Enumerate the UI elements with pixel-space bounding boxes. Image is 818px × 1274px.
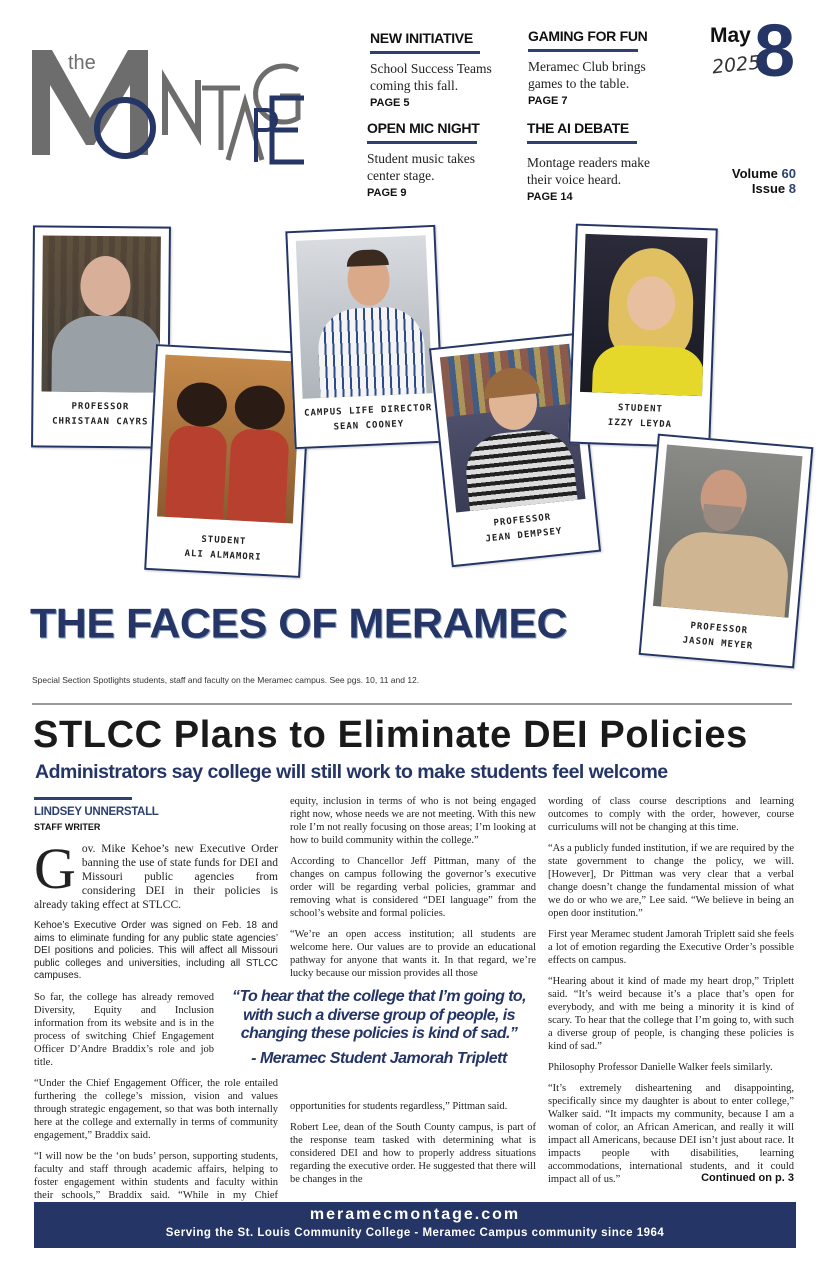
- date-month: May: [710, 24, 751, 47]
- teaser-title: GAMING FOR FUN: [528, 28, 648, 44]
- footer-banner: [34, 1202, 796, 1248]
- article-paragraph: “We’re an open access institution; all students are welcome here. Our values are to provide an educational pathway for anyone that wants it. In that regard, we’re lucky because our mission provides all those: [290, 929, 536, 979]
- masthead-the: the: [68, 52, 96, 74]
- article-paragraph: Robert Lee, dean of the South County campus, is part of the response team tasked with determining what is considered DEI and how to properly address situations regarding the executive order. He suggested that there will be changes in the: [290, 1122, 536, 1185]
- caption-name: JASON MEYER: [682, 635, 754, 652]
- caption-title: PROFESSOR: [71, 401, 130, 413]
- caption-name: JEAN DEMPSEY: [485, 526, 563, 545]
- portrait-photo: [296, 235, 433, 399]
- caption-name: IZZY LEYDA: [607, 417, 673, 431]
- photo-card-ali-almamori[interactable]: [144, 344, 312, 578]
- caption-title: STUDENT: [617, 403, 664, 415]
- teaser-rule: [528, 49, 638, 52]
- pull-quote-attribution: - Meramec Student Jamorah Triplett: [251, 1049, 507, 1067]
- volume-label: Volume: [731, 166, 778, 181]
- article-column-2-continued: [290, 1100, 536, 1194]
- article-headline[interactable]: STLCC Plans to Eliminate DEI Policies: [33, 714, 748, 756]
- teaser-page: PAGE 5: [370, 97, 410, 109]
- article-column-2: [290, 795, 536, 988]
- caption-title: STUDENT: [201, 534, 247, 548]
- teaser-body: Student music takes center stage.: [367, 151, 475, 183]
- byline-role: STAFF WRITER: [34, 822, 101, 832]
- footer-tagline: Serving the St. Louis Community College - Meramec Campus community since 1964: [165, 1227, 665, 1239]
- portrait-photo: [580, 234, 707, 396]
- teaser-body: School Success Teams coming this fall.: [370, 61, 492, 93]
- teaser-page: PAGE 14: [527, 191, 573, 203]
- article-paragraph: “Under the Chief Engagement Officer, the role entailed furthering the college’s mission, vision and values through strategic engagement, so that was both internally here at the college and externally in terms of community engagement,” Braddix said.: [34, 1077, 278, 1141]
- photo-caption: [303, 393, 435, 437]
- teaser-new-initiative[interactable]: [370, 30, 510, 109]
- article-paragraph: equity, inclusion in terms of who is not being engaged right now, whose needs we are not meeting. With this new role I’m not really focusing on those areas; I’m looking at how to build community within the college.”: [290, 796, 536, 846]
- volume-number: 60: [781, 166, 796, 181]
- issue-label: Issue: [751, 181, 786, 196]
- photo-card-jason-meyer[interactable]: [639, 434, 814, 669]
- volume-issue: [700, 166, 796, 196]
- portrait-photo: [157, 355, 301, 524]
- teaser-title: THE AI DEBATE: [527, 120, 629, 136]
- section-divider: [32, 703, 792, 705]
- article-paragraph: “It’s extremely disheartening and disappointing, specifically since my daughter is about to enter college,” Walker said. “It impacts my community, because I am a woman of color, an African American, and really it will impact all Americans, because DEI isn’t just about race. It impacts people with disabilities, learning accommodations, international students, and it could impact all of us.”: [548, 1083, 794, 1185]
- photo-caption: [579, 392, 702, 434]
- portrait-photo: [440, 344, 586, 513]
- byline-rule: [34, 797, 132, 800]
- faces-section-title: THE FACES OF MERAMEC: [30, 600, 568, 648]
- pull-quote-text: “To hear that the college that I’m going to, with such a diverse group of people, is changing these policies is kind of sad.”: [232, 988, 526, 1042]
- byline-name: LINDSEY UNNERSTALL: [34, 806, 159, 818]
- drop-cap: G: [34, 836, 76, 901]
- masthead-logo: [30, 30, 320, 180]
- caption-title: PROFESSOR: [493, 512, 552, 529]
- photo-card-izzy-leyda[interactable]: [568, 224, 718, 449]
- teaser-rule: [367, 141, 477, 144]
- issue-number: 8: [788, 181, 796, 196]
- portrait-photo: [653, 444, 803, 617]
- article-paragraph: Kehoe’s Executive Order was signed on Feb. 18 and aims to eliminate funding for any public state agencies’ DEI positions and policies. This will affect all Missouri public colleges and universities, including all STLCC campuses.: [34, 920, 278, 981]
- article-paragraph: According to Chancellor Jeff Pittman, many of the changes on campus following the governor’s executive order will be regarding verbal policies, grammar and removing what is considered “DEI language” from the school’s website and formal policies.: [290, 856, 536, 919]
- article-paragraph: Philosophy Professor Danielle Walker feels similarly.: [548, 1062, 773, 1073]
- caption-name: CHRISTAAN CAYRS: [52, 416, 149, 428]
- teaser-the-ai-debate[interactable]: [527, 120, 672, 203]
- continued-link[interactable]: Continued on p. 3: [701, 1172, 794, 1184]
- issue-date: [708, 9, 808, 100]
- teaser-page: PAGE 9: [367, 187, 407, 199]
- article-paragraph: “As a publicly funded institution, if we are required by the state government to change the policy, we will. [However], Dr Pittman was very clear that a verbal change doesn’t change the fundamental mission of what we do or who we are,” Lee said. “We believe in being an open door institution.”: [548, 843, 794, 919]
- article-paragraph: wording of class course descriptions and learning outcomes to comply with the order, however, course curriculums will not be changing at this time.: [548, 796, 794, 833]
- teaser-rule: [527, 141, 637, 144]
- teaser-gaming-for-fun[interactable]: [528, 28, 668, 107]
- caption-name: ALI ALMAMORI: [184, 548, 262, 563]
- pull-quote: [218, 988, 540, 1068]
- article-paragraph: “Hearing about it kind of made my heart drop,” Triplett said. “It’s weird because it’s a place that’s open for everybody, and with me being a minority it is kind of scary. To hear that the college that I’m going to, with such a diverse group of people, is changing these policies is kind of sad.”: [548, 976, 794, 1052]
- article-column-3: [548, 795, 794, 1194]
- portrait-photo: [42, 235, 161, 392]
- date-day: 8: [754, 9, 796, 92]
- teaser-page: PAGE 7: [528, 95, 568, 107]
- article-subhead: Administrators say college will still work to make students feel welcome: [35, 761, 668, 783]
- photo-card-christaan-cayrs[interactable]: [31, 225, 171, 448]
- photo-caption: [41, 391, 159, 430]
- article-paragraph: First year Meramec student Jamorah Triplett said she feels a lot of emotion regarding the Executive Order’s possible effects on campus.: [548, 929, 794, 966]
- teaser-body: Meramec Club brings games to the table.: [528, 59, 646, 91]
- teaser-open-mic-night[interactable]: [367, 120, 507, 199]
- article-paragraph: So far, the college has already removed Diversity, Equity and Inclusion information from its website and is in the process of switching Chief Engagement Officer D’Andre Braddix’s role and job title.: [34, 991, 214, 1068]
- caption-name: SEAN COONEY: [333, 419, 405, 433]
- caption-title: PROFESSOR: [689, 621, 749, 637]
- article-paragraph: opportunities for students regardless,” Pittman said.: [290, 1101, 508, 1112]
- teaser-body: Montage readers make their voice heard.: [527, 155, 650, 187]
- article-paragraph: ov. Mike Kehoe’s new Executive Order banning the use of state funds for DEI and Missouri public agencies from considering DEI in their policies is already taking effect at STLCC.: [34, 843, 278, 911]
- teaser-title: OPEN MIC NIGHT: [367, 120, 480, 136]
- faces-caption: Special Section Spotlights students, staff and faculty on the Meramec campus. See pgs. 10, 11 and 12.: [32, 675, 420, 685]
- caption-title: CAMPUS LIFE DIRECTOR: [303, 403, 433, 419]
- photo-caption: [155, 516, 293, 567]
- footer-website-link[interactable]: meramecmontage.com: [309, 1206, 521, 1223]
- article-paragraph: “I will now be the ‘on buds’ person, supporting students, faculty and staff through academic affairs, helping to foster engagement within students and faculty within their schools,” Braddix said. “While in my Chief: [34, 1150, 278, 1201]
- teaser-title: NEW INITIATIVE: [370, 30, 473, 46]
- date-year: 2025: [710, 51, 762, 79]
- photo-card-sean-cooney[interactable]: [285, 225, 444, 449]
- teaser-rule: [370, 51, 480, 54]
